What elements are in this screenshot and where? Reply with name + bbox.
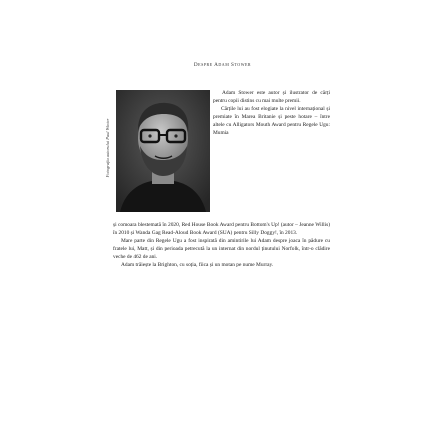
bio-side-column: [213, 89, 330, 138]
bio-paragraph: Cărțile lui au fost elogiate la nivel internațional și premiate în Marea Britanie și peste hotare – între altele cu Alligators Mouth Award pentru Regele Ugu: Mumia: [213, 106, 330, 137]
bio-paragraph: Mare parte din Regele Ugu a fost inspirată din amintirile lui Adam despre joaca în pădure cu fratele lui, Matt, și din perioada petrecută la un internat din nordul ținutului Norfolk, într-o clădire veche de 462 de ani.: [113, 238, 330, 261]
bio-full-width-text: [113, 221, 330, 270]
bio-paragraph: Adam Stower este autor și ilustrator de cărți pentru copii distins cu mai multe premii.: [213, 90, 330, 105]
author-portrait-image: [116, 90, 210, 212]
bio-paragraph: Adam trăiește la Brighton, cu soția, fiica și un motan pe nume Murray.: [121, 262, 274, 269]
author-photo: [116, 90, 210, 212]
photo-credit: Fotografia autorului Paul Winter: [105, 118, 110, 178]
page-heading: Despre Adam Stower: [193, 62, 252, 68]
bio-paragraph: și comoara blestemată în 2020, Red House Book Award pentru Bottom's Up! (autor – Jeanne Willis) în 2010 și Wanda Gag Read-Aloud Book Award (SUA) pentru Silly Doggy!, în 2013.: [113, 222, 330, 237]
